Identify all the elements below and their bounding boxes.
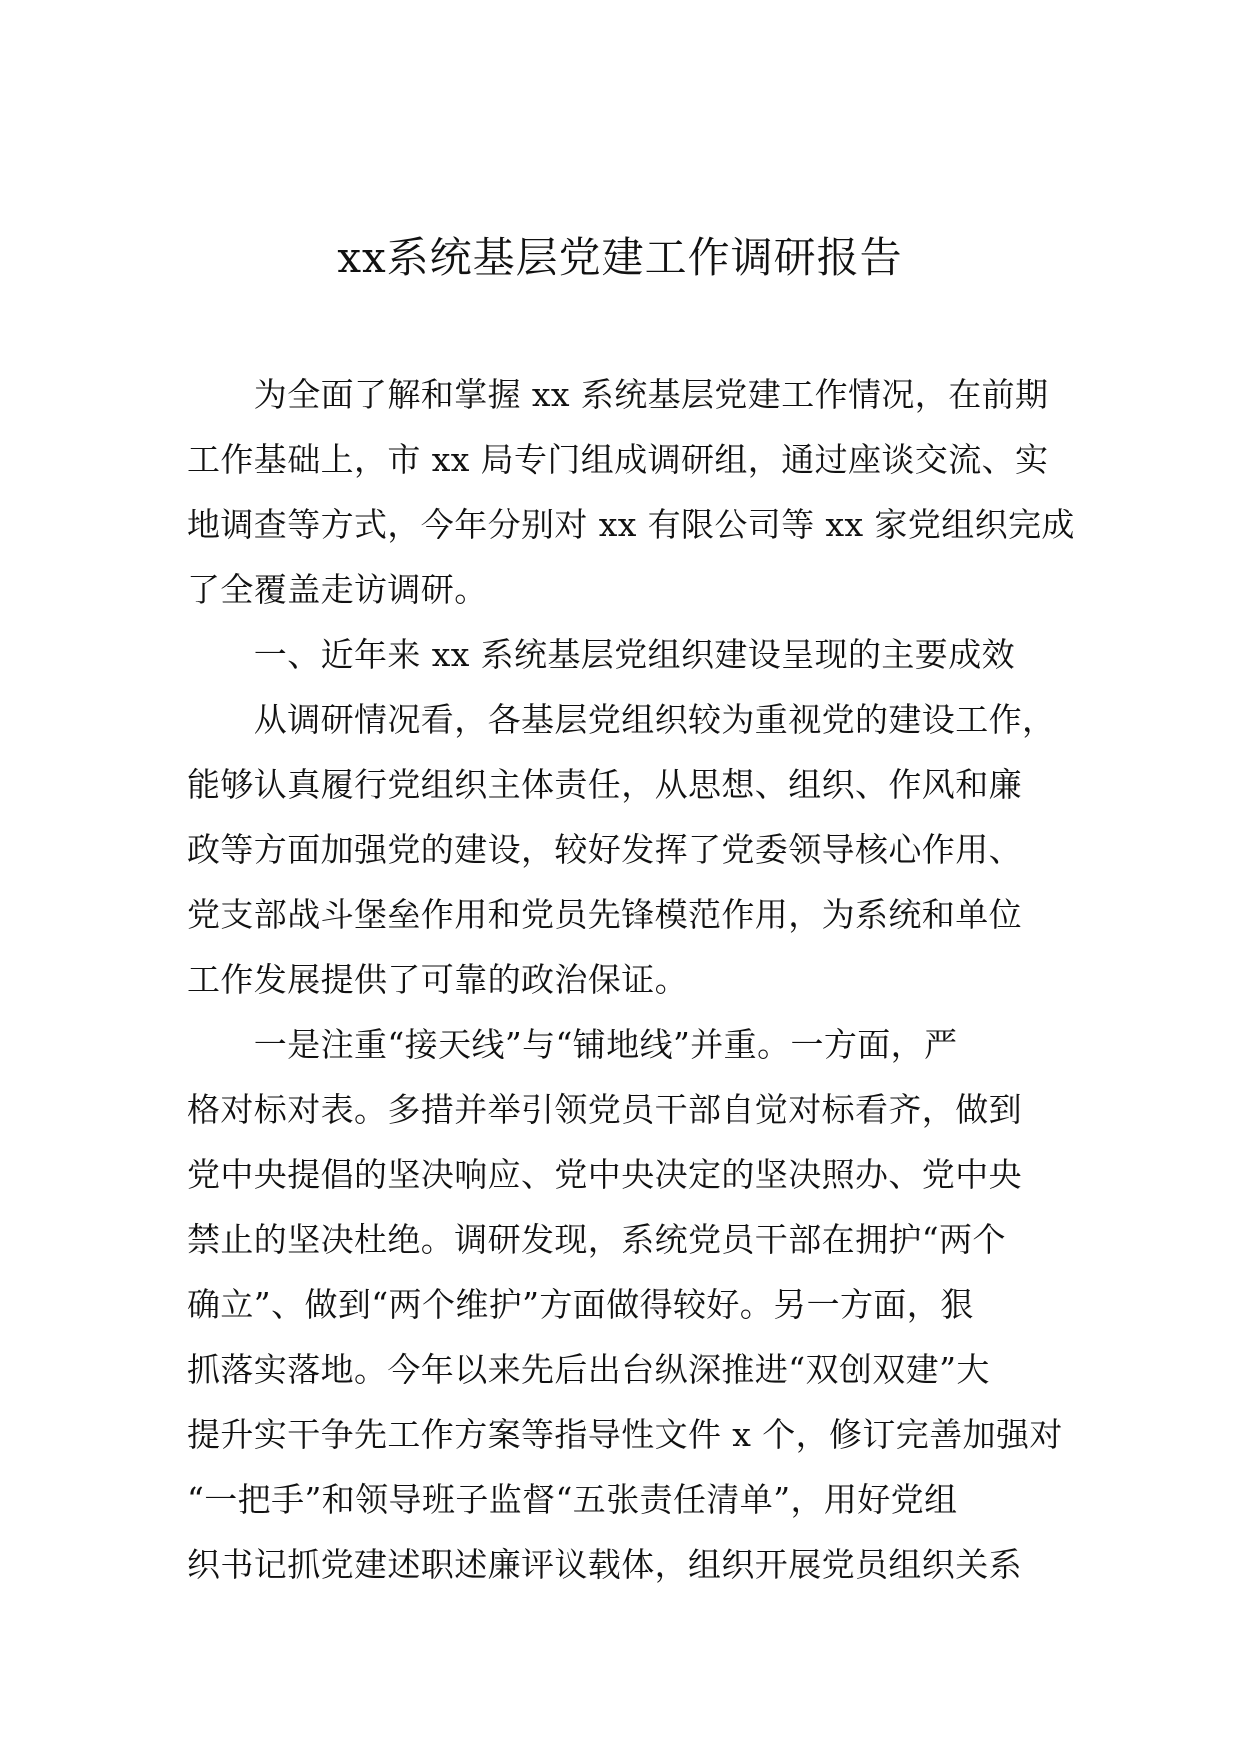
body-line: 为全面了解和掌握 xx 系统基层党建工作情况，在前期: [187, 375, 1049, 414]
body-line: 工作发展提供了可靠的政治保证。: [187, 960, 688, 999]
body-line: 党支部战斗堡垒作用和党员先锋模范作用，为系统和单位: [187, 895, 1022, 934]
body-line: “一把手”和领导班子监督“五张责任清单”，用好党组: [187, 1480, 958, 1519]
body-line: 政等方面加强党的建设，较好发挥了党委领导核心作用、: [187, 830, 1022, 869]
body-line: 抓落实落地。今年以来先后出台纵深推进“双创双建”大: [187, 1350, 990, 1389]
body-line: 党中央提倡的坚决响应、党中央决定的坚决照办、党中央: [187, 1155, 1022, 1194]
body-line: 能够认真履行党组织主体责任，从思想、组织、作风和廉: [187, 765, 1022, 804]
body-line: 工作基础上，市 xx 局专门组成调研组，通过座谈交流、实: [187, 440, 1049, 479]
section-heading: 一、近年来 xx 系统基层党组织建设呈现的主要成效: [187, 635, 1016, 674]
body-line: 禁止的坚决杜绝。调研发现，系统党员干部在拥护“两个: [187, 1220, 1006, 1259]
document-title: xx系统基层党建工作调研报告: [337, 233, 903, 282]
body-line: 地调查等方式，今年分别对 xx 有限公司等 xx 家党组织完成: [187, 505, 1075, 544]
body-line: 确立”、做到“两个维护”方面做得较好。另一方面，狠: [187, 1285, 974, 1324]
document-body: [187, 362, 1075, 1597]
body-line: 从调研情况看，各基层党组织较为重视党的建设工作，: [187, 700, 1056, 739]
body-line: 了全覆盖走访调研。: [187, 570, 488, 609]
body-line: 织书记抓党建述职述廉评议载体，组织开展党员组织关系: [187, 1545, 1022, 1584]
body-line: 一是注重“接天线”与“铺地线”并重。一方面，严: [187, 1025, 958, 1064]
body-line: 提升实干争先工作方案等指导性文件 x 个，修订完善加强对: [187, 1415, 1063, 1454]
body-line: 格对标对表。多措并举引领党员干部自觉对标看齐，做到: [187, 1090, 1022, 1129]
